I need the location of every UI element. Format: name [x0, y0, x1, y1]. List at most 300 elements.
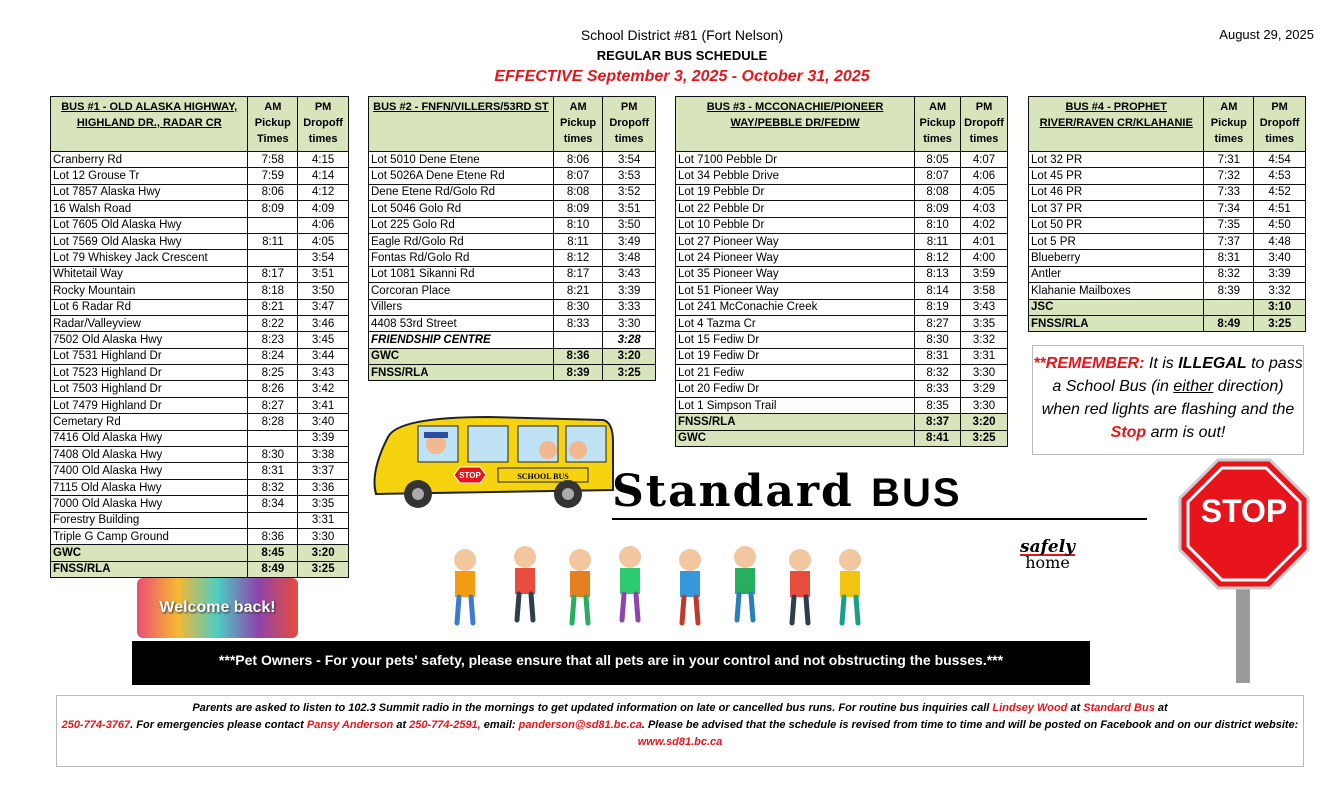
- table-row: [51, 184, 349, 200]
- pm-dropoff-time: 3:54: [298, 250, 349, 266]
- stop-name: Corcoran Place: [369, 283, 554, 299]
- am-pickup-time: 8:13: [915, 266, 961, 282]
- table-row: [676, 217, 1008, 233]
- header-line: AM: [569, 101, 587, 113]
- am-pickup-time: 8:41: [915, 430, 961, 446]
- am-pickup-time: 8:35: [915, 397, 961, 413]
- stop-name: Lot 7503 Highland Dr: [51, 381, 248, 397]
- pm-dropoff-time: 3:20: [603, 348, 656, 364]
- am-pickup-time: [248, 430, 298, 446]
- stop-name: Cranberry Rd: [51, 152, 248, 168]
- am-pickup-time: 8:28: [248, 414, 298, 430]
- pm-dropoff-time: 3:43: [961, 299, 1008, 315]
- route-title: [676, 97, 915, 152]
- pm-column-header: [961, 97, 1008, 152]
- table-row: [1029, 315, 1306, 331]
- pm-column-header: [1254, 97, 1306, 152]
- table-row: [676, 250, 1008, 266]
- pm-dropoff-time: 4:09: [298, 201, 349, 217]
- am-pickup-time: 8:27: [248, 397, 298, 413]
- am-pickup-time: 8:07: [915, 168, 961, 184]
- am-pickup-time: 8:05: [915, 152, 961, 168]
- pm-dropoff-time: 3:39: [298, 430, 349, 446]
- contact-name: Pansy Anderson: [306, 719, 394, 731]
- stop-name: Lot 10 Pebble Dr: [676, 217, 915, 233]
- table-row: [51, 332, 349, 348]
- contact-name: Lindsey Wood: [992, 702, 1068, 714]
- am-pickup-time: 8:12: [553, 250, 603, 266]
- stop-name: Lot 79 Whiskey Jack Crescent: [51, 250, 248, 266]
- stop-name: Lot 34 Pebble Drive: [676, 168, 915, 184]
- pm-dropoff-time: 4:14: [298, 168, 349, 184]
- header-line: PM: [975, 101, 993, 113]
- pm-dropoff-time: 3:52: [603, 184, 656, 200]
- table-row: [51, 233, 349, 249]
- header-line: AM: [929, 101, 947, 113]
- pm-dropoff-time: 4:01: [961, 233, 1008, 249]
- stop-name: Lot 35 Pioneer Way: [676, 266, 915, 282]
- table-row: [1029, 201, 1306, 217]
- stop-name: GWC: [369, 348, 554, 364]
- am-pickup-time: 8:49: [1204, 315, 1254, 331]
- table-row: [51, 348, 349, 364]
- am-pickup-time: 8:23: [248, 332, 298, 348]
- pet-owners-notice: ***Pet Owners - For your pets' safety, please ensure that all pets are in your control and not obstructing the busses.***: [132, 641, 1090, 685]
- stop-name: 4408 53rd Street: [369, 315, 554, 331]
- pm-dropoff-time: 3:32: [961, 332, 1008, 348]
- table-row: [51, 381, 349, 397]
- pm-dropoff-time: 4:15: [298, 152, 349, 168]
- footer-text: email:: [480, 719, 519, 731]
- am-pickup-time: 8:09: [915, 201, 961, 217]
- email-link[interactable]: panderson@sd81.bc.ca: [518, 719, 642, 731]
- table-row: [51, 283, 349, 299]
- pm-dropoff-time: 3:32: [1254, 283, 1306, 299]
- stop-name: Lot 27 Pioneer Way: [676, 233, 915, 249]
- am-pickup-time: 8:49: [248, 561, 298, 577]
- stop-name: Fontas Rd/Golo Rd: [369, 250, 554, 266]
- table-row: [51, 430, 349, 446]
- stop-name: 7416 Old Alaska Hwy: [51, 430, 248, 446]
- pm-dropoff-time: 3:43: [603, 266, 656, 282]
- footer-text: . Please be advised that the schedule is revised from time to time and will be posted on Facebook and on our district website:: [641, 719, 1299, 731]
- pm-dropoff-time: 4:53: [1254, 168, 1306, 184]
- am-column-header: [553, 97, 603, 152]
- am-pickup-time: 8:30: [248, 447, 298, 463]
- stop-name: Lot 19 Fediw Dr: [676, 348, 915, 364]
- header-line: PM: [620, 101, 638, 113]
- district-name: School District #81 (Fort Nelson): [580, 27, 784, 43]
- bus-stop-text: STOP: [459, 471, 481, 480]
- am-pickup-time: 8:39: [553, 365, 603, 381]
- table-header-row: [676, 97, 1008, 152]
- school-bus-illustration: [368, 412, 618, 512]
- am-pickup-time: 8:10: [915, 217, 961, 233]
- table-row: [51, 545, 349, 561]
- phone-number: 250-774-3767: [61, 719, 131, 731]
- pm-dropoff-time: 3:58: [961, 283, 1008, 299]
- stop-name: 7408 Old Alaska Hwy: [51, 447, 248, 463]
- am-pickup-time: [248, 217, 298, 233]
- header-line: AM: [1220, 101, 1238, 113]
- am-pickup-time: 8:18: [248, 283, 298, 299]
- header-line: Pickup: [1210, 117, 1247, 129]
- table-row: [51, 217, 349, 233]
- table-row: [676, 430, 1008, 446]
- pm-dropoff-time: 3:31: [961, 348, 1008, 364]
- table-row: [676, 397, 1008, 413]
- safety-reminder: [1032, 345, 1304, 455]
- table-row: [51, 266, 349, 282]
- pm-dropoff-time: 4:03: [961, 201, 1008, 217]
- reminder-text: It is: [1144, 355, 1179, 372]
- am-column-header: [1204, 97, 1254, 152]
- am-pickup-time: 8:19: [915, 299, 961, 315]
- table-row: [51, 479, 349, 495]
- pm-dropoff-time: 3:53: [603, 168, 656, 184]
- pm-dropoff-time: 3:29: [961, 381, 1008, 397]
- table-row: [1029, 299, 1306, 315]
- table-row: [1029, 184, 1306, 200]
- pm-dropoff-time: 3:51: [298, 266, 349, 282]
- pm-dropoff-time: 3:49: [603, 233, 656, 249]
- table-row: [1029, 168, 1306, 184]
- pm-dropoff-time: 3:25: [961, 430, 1008, 446]
- stop-name: FNSS/RLA: [51, 561, 248, 577]
- footer-text: at: [1067, 702, 1084, 714]
- pm-dropoff-time: 4:54: [1254, 152, 1306, 168]
- am-pickup-time: 8:24: [248, 348, 298, 364]
- am-pickup-time: 8:09: [553, 201, 603, 217]
- pm-dropoff-time: 3:36: [298, 479, 349, 495]
- table-row: [51, 414, 349, 430]
- header-line: Pickup: [254, 117, 291, 129]
- logo-word: Standard: [612, 466, 854, 517]
- table-row: [51, 512, 349, 528]
- am-pickup-time: 7:32: [1204, 168, 1254, 184]
- route-title-line: WAY/PEBBLE DR/FEDIW: [730, 117, 860, 129]
- stop-name: Villers: [369, 299, 554, 315]
- table-row: [369, 201, 656, 217]
- pm-dropoff-time: 3:10: [1254, 299, 1306, 315]
- table-row: [676, 381, 1008, 397]
- page-title: REGULAR BUS SCHEDULE: [596, 48, 768, 63]
- stop-name: Radar/Valleyview: [51, 315, 248, 331]
- table-row: [676, 299, 1008, 315]
- pm-dropoff-time: 3:33: [603, 299, 656, 315]
- header-line: times: [1214, 133, 1244, 145]
- safely-text: safely: [1020, 537, 1076, 557]
- am-pickup-time: 8:10: [553, 217, 603, 233]
- pm-dropoff-time: 3:42: [298, 381, 349, 397]
- table-row: [676, 283, 1008, 299]
- header-line: Dropoff: [1259, 117, 1300, 129]
- header-line: times: [614, 133, 644, 145]
- safely-home-logo: [1020, 537, 1076, 572]
- am-pickup-time: 8:33: [553, 315, 603, 331]
- pm-dropoff-time: 4:02: [961, 217, 1008, 233]
- pm-dropoff-time: 3:50: [603, 217, 656, 233]
- table-row: [369, 299, 656, 315]
- stop-name: Whitetail Way: [51, 266, 248, 282]
- pm-dropoff-time: 3:50: [298, 283, 349, 299]
- stop-name: Lot 46 PR: [1029, 184, 1204, 200]
- am-pickup-time: 8:07: [553, 168, 603, 184]
- am-pickup-time: 7:37: [1204, 233, 1254, 249]
- am-pickup-time: 7:33: [1204, 184, 1254, 200]
- stop-name: Klahanie Mailboxes: [1029, 283, 1204, 299]
- stop-name: Antler: [1029, 266, 1204, 282]
- stop-name: Lot 45 PR: [1029, 168, 1204, 184]
- pm-dropoff-time: 3:46: [298, 315, 349, 331]
- am-pickup-time: 8:17: [248, 266, 298, 282]
- bus-3-table: [675, 96, 1008, 447]
- stop-name: Lot 24 Pioneer Way: [676, 250, 915, 266]
- website-link[interactable]: www.sd81.bc.ca: [637, 736, 723, 748]
- stop-name: Eagle Rd/Golo Rd: [369, 233, 554, 249]
- am-pickup-time: 8:34: [248, 496, 298, 512]
- stop-name: Lot 225 Golo Rd: [369, 217, 554, 233]
- footer-text: . For emergencies please contact: [130, 719, 307, 731]
- effective-dates: EFFECTIVE September 3, 2025 - October 31, 2025: [494, 68, 870, 85]
- pm-dropoff-time: 3:47: [298, 299, 349, 315]
- route-title-line: BUS #4 - PROPHET: [1065, 101, 1167, 113]
- table-row: [676, 348, 1008, 364]
- route-title-line: BUS #3 - MCCONACHIE/PIONEER: [706, 101, 884, 113]
- stop-name: FNSS/RLA: [676, 414, 915, 430]
- header-line: times: [308, 133, 338, 145]
- stop-name: Lot 21 Fediw: [676, 365, 915, 381]
- stop-name: Triple G Camp Ground: [51, 528, 248, 544]
- stop-name: Dene Etene Rd/Golo Rd: [369, 184, 554, 200]
- table-header-row: [1029, 97, 1306, 152]
- am-pickup-time: 8:11: [248, 233, 298, 249]
- table-header-row: [51, 97, 349, 152]
- pm-dropoff-time: 4:48: [1254, 233, 1306, 249]
- pm-column-header: [603, 97, 656, 152]
- pm-dropoff-time: 3:30: [603, 315, 656, 331]
- pm-dropoff-time: 3:25: [1254, 315, 1306, 331]
- stop-name: Lot 20 Fediw Dr: [676, 381, 915, 397]
- header-line: Times: [257, 133, 289, 145]
- stop-name: Lot 19 Pebble Dr: [676, 184, 915, 200]
- footer-text: at: [1154, 702, 1168, 714]
- am-pickup-time: 8:31: [248, 463, 298, 479]
- pm-dropoff-time: 3:25: [298, 561, 349, 577]
- stop-name: 7502 Old Alaska Hwy: [51, 332, 248, 348]
- header-line: Pickup: [919, 117, 956, 129]
- table-row: [51, 463, 349, 479]
- bus-4-table: [1028, 96, 1306, 332]
- am-column-header: [248, 97, 298, 152]
- table-row: [369, 348, 656, 364]
- header-line: AM: [264, 101, 282, 113]
- am-pickup-time: 8:31: [915, 348, 961, 364]
- stop-name: Lot 7523 Highland Dr: [51, 365, 248, 381]
- header-line: Dropoff: [964, 117, 1004, 129]
- table-row: [676, 201, 1008, 217]
- table-row: [51, 299, 349, 315]
- am-pickup-time: 8:22: [248, 315, 298, 331]
- stop-name: Lot 5026A Dene Etene Rd: [369, 168, 554, 184]
- route-title-line: HIGHLAND DR., RADAR CR: [76, 117, 222, 129]
- am-pickup-time: 8:45: [248, 545, 298, 561]
- stop-name: 7115 Old Alaska Hwy: [51, 479, 248, 495]
- table-row: [676, 365, 1008, 381]
- route-title: [1029, 97, 1204, 152]
- remember-label: **REMEMBER:: [1033, 355, 1145, 372]
- stop-name: FNSS/RLA: [1029, 315, 1204, 331]
- stop-name: Lot 241 McConachie Creek: [676, 299, 915, 315]
- pm-dropoff-time: 4:07: [961, 152, 1008, 168]
- header-line: PM: [1271, 101, 1288, 113]
- table-row: [51, 561, 349, 577]
- stop-name: Lot 7100 Pebble Dr: [676, 152, 915, 168]
- reminder-illegal: ILLEGAL: [1178, 355, 1247, 372]
- table-row: [676, 266, 1008, 282]
- am-pickup-time: 7:59: [248, 168, 298, 184]
- am-pickup-time: 7:35: [1204, 217, 1254, 233]
- am-pickup-time: 8:33: [915, 381, 961, 397]
- header-line: times: [1265, 133, 1294, 145]
- welcome-back-graphic: Welcome back!: [137, 578, 298, 638]
- route-title-line: BUS #2 - FNFN/VILLERS/53RD ST: [373, 101, 549, 113]
- am-pickup-time: 8:32: [248, 479, 298, 495]
- stop-name: Lot 5010 Dene Etene: [369, 152, 554, 168]
- reminder-either: either: [1173, 378, 1214, 395]
- reminder-text: direction) when red lights are flashing and the: [1041, 378, 1295, 418]
- stop-sign-illustration: [1178, 458, 1310, 686]
- am-pickup-time: [1204, 299, 1254, 315]
- table-row: [369, 283, 656, 299]
- am-pickup-time: 8:32: [1204, 266, 1254, 282]
- stop-name: Forestry Building: [51, 512, 248, 528]
- stop-name: Lot 7479 Highland Dr: [51, 397, 248, 413]
- table-row: [369, 152, 656, 168]
- header-line: times: [969, 133, 999, 145]
- route-title-line: RIVER/RAVEN CR/KLAHANIE: [1039, 117, 1193, 129]
- pm-dropoff-time: 4:05: [298, 233, 349, 249]
- pm-dropoff-time: 3:30: [298, 528, 349, 544]
- am-pickup-time: 8:11: [915, 233, 961, 249]
- reminder-text: to pass a School Bus (in: [1052, 355, 1303, 395]
- stop-name: FRIENDSHIP CENTRE: [369, 332, 554, 348]
- stop-name: Lot 22 Pebble Dr: [676, 201, 915, 217]
- stop-name: FNSS/RLA: [369, 365, 554, 381]
- table-row: [51, 250, 349, 266]
- table-row: [676, 184, 1008, 200]
- table-row: [1029, 250, 1306, 266]
- pm-dropoff-time: 3:35: [298, 496, 349, 512]
- table-row: [51, 365, 349, 381]
- header-line: times: [923, 133, 952, 145]
- header-line: Pickup: [560, 117, 597, 129]
- stop-name: Lot 12 Grouse Tr: [51, 168, 248, 184]
- table-row: [51, 201, 349, 217]
- am-pickup-time: 8:37: [915, 414, 961, 430]
- table-row: [51, 447, 349, 463]
- stop-name: Lot 37 PR: [1029, 201, 1204, 217]
- pm-dropoff-time: 3:31: [298, 512, 349, 528]
- pm-dropoff-time: 3:20: [961, 414, 1008, 430]
- table-row: [676, 414, 1008, 430]
- pm-dropoff-time: 3:59: [961, 266, 1008, 282]
- table-row: [676, 168, 1008, 184]
- stop-name: Lot 32 PR: [1029, 152, 1204, 168]
- bus-2-table: [368, 96, 656, 381]
- table-row: [369, 365, 656, 381]
- table-row: [369, 217, 656, 233]
- table-row: [1029, 266, 1306, 282]
- stop-name: Lot 7605 Old Alaska Hwy: [51, 217, 248, 233]
- stop-name: 16 Walsh Road: [51, 201, 248, 217]
- logo-bus: BUS: [871, 471, 962, 515]
- table-row: [369, 233, 656, 249]
- logo-underline: [612, 518, 1147, 520]
- pm-dropoff-time: 3:41: [298, 397, 349, 413]
- pm-dropoff-time: 4:06: [298, 217, 349, 233]
- bus-sign-text: SCHOOL BUS: [517, 472, 569, 481]
- am-pickup-time: 8:32: [915, 365, 961, 381]
- table-row: [676, 332, 1008, 348]
- table-row: [1029, 217, 1306, 233]
- stop-name: Lot 1081 Sikanni Rd: [369, 266, 554, 282]
- stop-name: Lot 7531 Highland Dr: [51, 348, 248, 364]
- pm-dropoff-time: 3:51: [603, 201, 656, 217]
- am-pickup-time: 8:12: [915, 250, 961, 266]
- am-pickup-time: 8:30: [915, 332, 961, 348]
- table-row: [676, 315, 1008, 331]
- pm-dropoff-time: 4:00: [961, 250, 1008, 266]
- table-row: [51, 315, 349, 331]
- table-row: [676, 152, 1008, 168]
- reminder-text: arm is out!: [1146, 424, 1226, 441]
- am-pickup-time: 8:17: [553, 266, 603, 282]
- am-pickup-time: 8:06: [248, 184, 298, 200]
- stop-name: GWC: [676, 430, 915, 446]
- pm-dropoff-time: 4:12: [298, 184, 349, 200]
- stop-name: Blueberry: [1029, 250, 1204, 266]
- pm-dropoff-time: 4:05: [961, 184, 1008, 200]
- home-text: home: [1020, 554, 1075, 570]
- stop-name: Lot 5046 Golo Rd: [369, 201, 554, 217]
- stop-name: Lot 15 Fediw Dr: [676, 332, 915, 348]
- table-row: [51, 152, 349, 168]
- am-pickup-time: 8:08: [553, 184, 603, 200]
- table-row: [51, 496, 349, 512]
- reminder-stop: Stop: [1110, 424, 1147, 441]
- am-pickup-time: 8:36: [248, 528, 298, 544]
- stop-name: GWC: [51, 545, 248, 561]
- table-header-row: [369, 97, 656, 152]
- pm-dropoff-time: 4:50: [1254, 217, 1306, 233]
- table-row: [1029, 233, 1306, 249]
- am-pickup-time: 8:39: [1204, 283, 1254, 299]
- stop-name: Lot 50 PR: [1029, 217, 1204, 233]
- am-pickup-time: 8:27: [915, 315, 961, 331]
- route-title-line: BUS #1 - OLD ALASKA HIGHWAY,: [61, 101, 238, 113]
- pm-dropoff-time: 3:43: [298, 365, 349, 381]
- am-pickup-time: 8:25: [248, 365, 298, 381]
- pm-dropoff-time: 3:38: [298, 447, 349, 463]
- pm-dropoff-time: 3:30: [961, 397, 1008, 413]
- pm-dropoff-time: 3:39: [1254, 266, 1306, 282]
- pm-dropoff-time: 3:30: [961, 365, 1008, 381]
- stop-name: Rocky Mountain: [51, 283, 248, 299]
- pm-dropoff-time: 3:54: [603, 152, 656, 168]
- stop-sign-text: STOP: [1200, 493, 1288, 529]
- pm-dropoff-time: 3:35: [961, 315, 1008, 331]
